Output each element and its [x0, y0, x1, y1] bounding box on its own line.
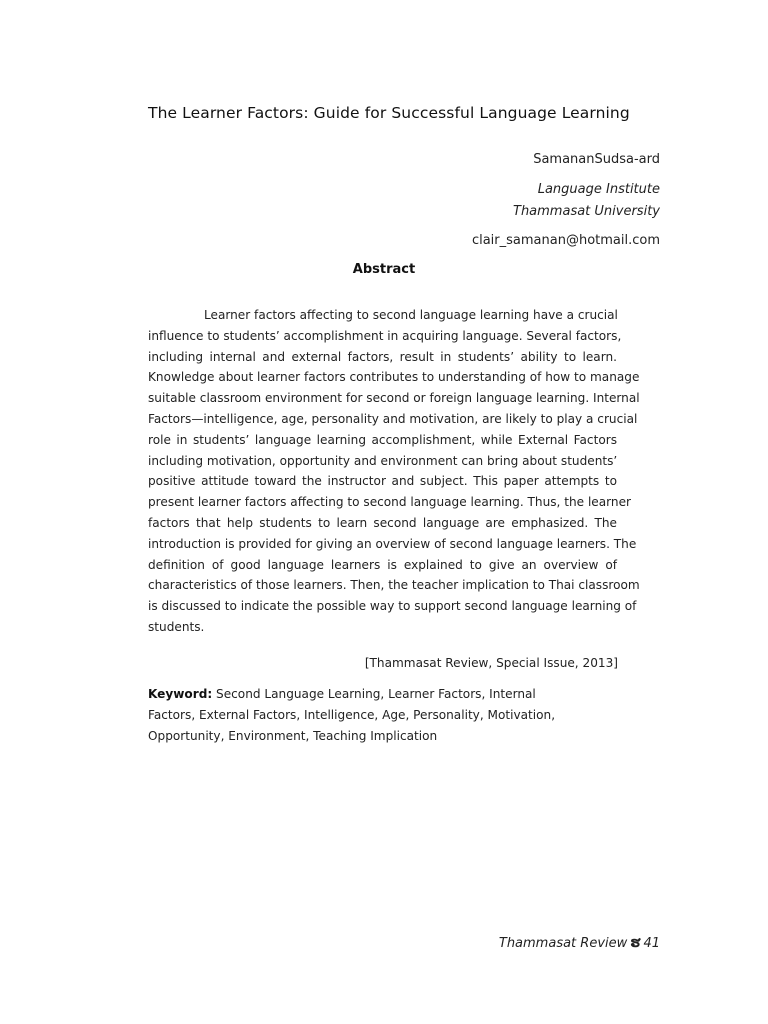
- abstract-line: factors that help students to learn second language are emphasized. The: [148, 515, 617, 530]
- abstract-line: is discussed to indicate the possible way to support second language learning of: [148, 599, 637, 614]
- keyword-line: Factors, External Factors, Intelligence, Age, Personality, Motivation,: [148, 708, 556, 722]
- affiliation-institute: Language Institute: [537, 182, 660, 197]
- abstract-line: introduction is provided for giving an overview of second language learners. The: [148, 536, 637, 551]
- citation: [Thammasat Review, Special Issue, 2013]: [364, 656, 618, 670]
- abstract-line: present learner factors affecting to second language learning. Thus, the learner: [148, 495, 631, 510]
- abstract-heading: Abstract: [352, 262, 416, 277]
- abstract-body: [148, 305, 640, 638]
- abstract-line: positive attitude toward the instructor and subject. This paper attempts to: [148, 474, 617, 489]
- abstract-line: role in students’ language learning accomplishment, while External Factors: [148, 432, 617, 447]
- abstract-line: definition of good language learners is explained to give an overview of: [148, 557, 617, 572]
- abstract-line: Knowledge about learner factors contributes to understanding of how to manage: [148, 370, 640, 385]
- paper-title: The Learner Factors: Guide for Successful Language Learning: [148, 104, 630, 122]
- page-footer: [499, 936, 660, 951]
- footer-symbol: ຮ: [630, 936, 641, 951]
- abstract-line: suitable classroom environment for second or foreign language learning. Internal: [148, 391, 640, 406]
- abstract-line: characteristics of those learners. Then, the teacher implication to Thai classroom: [148, 578, 640, 593]
- affiliation-university: Thammasat University: [513, 204, 660, 219]
- keyword-line: [148, 684, 568, 705]
- keyword-label: Keyword:: [148, 687, 213, 701]
- author-email: clair_samanan@hotmail.com: [471, 233, 660, 248]
- keyword-line: Opportunity, Environment, Teaching Implication: [148, 729, 438, 743]
- abstract-line: influence to students’ accomplishment in acquiring language. Several factors,: [148, 328, 622, 343]
- keyword-text: Second Language Learning, Learner Factors, Internal: [212, 687, 536, 701]
- abstract-line: Factors—intelligence, age, personality and motivation, are likely to play a crucial: [148, 411, 638, 426]
- abstract-line: students.: [148, 619, 205, 634]
- keywords-block: [148, 684, 568, 747]
- abstract-line: including internal and external factors, result in students’ ability to learn.: [148, 349, 617, 364]
- author-name: SamananSudsa-ard: [533, 152, 660, 167]
- abstract-line: including motivation, opportunity and environment can bring about students’: [148, 453, 618, 468]
- abstract-line: Learner factors affecting to second language learning have a crucial: [204, 308, 618, 322]
- footer-journal: Thammasat Review: [498, 936, 628, 951]
- page-number: 41: [643, 936, 660, 951]
